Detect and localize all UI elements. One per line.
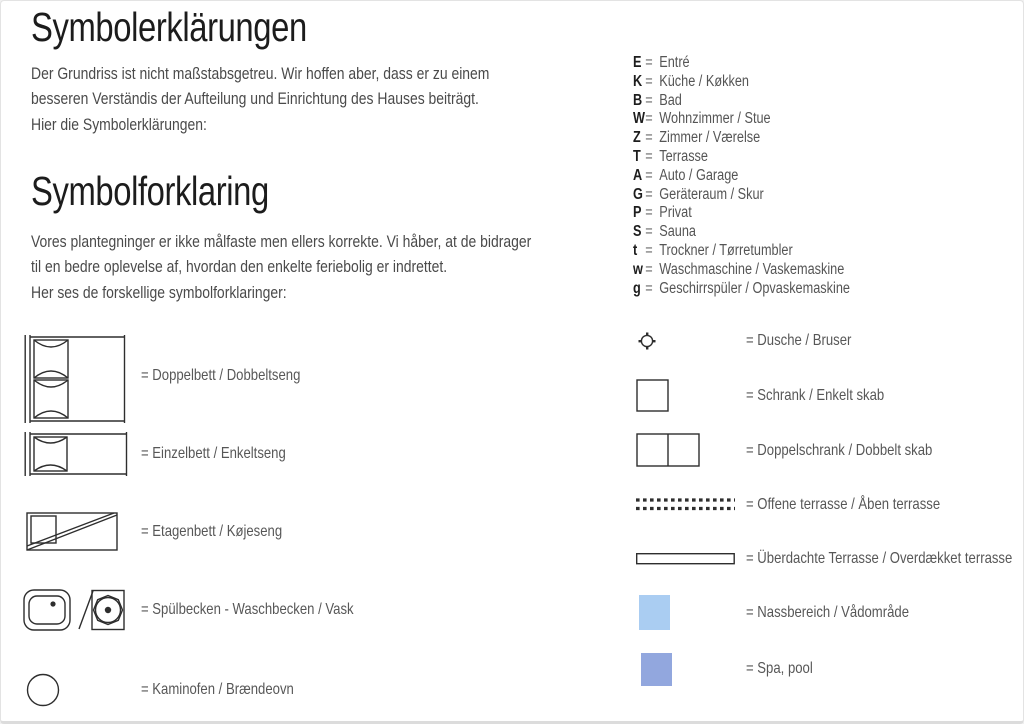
intro-german-line: besseren Verständis der Aufteilung und Einrichtung des Hauses beiträgt. [31, 89, 479, 109]
code-label: Auto / Garage [659, 166, 739, 184]
code-label: Waschmaschine / Vaskemaskine [659, 260, 845, 278]
code-label: Küche / Køkken [659, 72, 749, 90]
code-letter: S [633, 223, 642, 241]
code-label: Sauna [659, 223, 696, 241]
equals-sign: = [645, 223, 653, 241]
intro-german-line: Hier die Symbolerklärungen: [31, 114, 207, 134]
legend-label: = Spülbecken - Waschbecken / Vask [141, 601, 354, 618]
legend-label: = Kaminofen / Brændeovn [141, 681, 294, 698]
code-label: Bad [659, 91, 682, 109]
code-row [633, 186, 850, 205]
code-row [633, 242, 850, 261]
equals-sign: = [645, 110, 653, 128]
code-row [633, 92, 850, 111]
code-row [633, 129, 850, 148]
equals-sign: = [645, 260, 653, 278]
code-label: Zimmer / Værelse [659, 129, 761, 147]
legend-label: = Dusche / Bruser [746, 332, 852, 349]
code-label: Wohnzimmer / Stue [659, 110, 771, 128]
code-row [633, 204, 850, 223]
equals-sign: = [645, 72, 653, 90]
equals-sign: = [645, 185, 653, 203]
intro-danish-line: Vores plantegninger er ikke målfaste men ellers korrekte. Vi håber, at de bidrager [31, 232, 532, 251]
legend-label: = Doppelbett / Dobbeltseng [141, 367, 301, 384]
code-row [633, 223, 850, 242]
code-letter: w [633, 260, 643, 278]
intro-german-line: Der Grundriss ist nicht maßstabsgetreu. Wir hoffen aber, dass er zu einem [31, 64, 490, 83]
sink-washbasin-icon [23, 589, 127, 631]
equals-sign: = [645, 241, 653, 259]
wet-area-icon [639, 595, 670, 630]
single-cabinet-icon [636, 379, 669, 412]
code-label: Entré [659, 54, 690, 71]
equals-sign: = [645, 54, 653, 71]
bunk-bed-icon [26, 512, 118, 551]
double-bed-icon [23, 335, 127, 423]
code-letter: t [633, 241, 638, 259]
intro-german [31, 61, 489, 137]
equals-sign: = [645, 166, 653, 184]
code-row [633, 110, 850, 129]
code-label: Privat [659, 204, 692, 222]
page-title-german: Symbolerklärungen [31, 4, 307, 50]
code-letter: E [633, 54, 642, 71]
equals-sign: = [645, 129, 653, 147]
code-row [633, 167, 850, 186]
code-row [633, 73, 850, 92]
code-row [633, 148, 850, 167]
intro-danish [31, 229, 531, 305]
spa-pool-swatch [641, 653, 672, 686]
single-bed-icon [23, 432, 129, 476]
code-letter: G [633, 185, 643, 203]
code-letter: A [633, 166, 643, 184]
code-letter: W [633, 110, 646, 128]
page-title-danish: Symbolforklaring [31, 168, 269, 214]
wet-area-swatch [639, 595, 670, 630]
code-label: Geschirrspüler / Opvaskemaskine [659, 279, 850, 297]
legend-label: = Etagenbett / Køjeseng [141, 523, 283, 540]
code-row [633, 261, 850, 280]
code-letter: B [633, 91, 643, 109]
spa-pool-icon [641, 653, 672, 686]
room-code-list [633, 54, 850, 298]
legend-label: = Offene terrasse / Åben terrasse [746, 496, 941, 513]
intro-danish-line: Her ses de forskellige symbolforklaringer: [31, 282, 287, 302]
code-letter: P [633, 204, 642, 222]
equals-sign: = [645, 279, 653, 297]
double-cabinet-icon [636, 433, 700, 467]
open-terrace-icon [636, 497, 735, 513]
wood-stove-icon [26, 673, 60, 707]
code-letter: T [633, 147, 641, 165]
code-label: Trockner / Tørretumbler [659, 241, 793, 259]
legend-label: = Schrank / Enkelt skab [746, 387, 885, 404]
legend-label: = Nassbereich / Vådområde [746, 604, 910, 621]
code-row [633, 280, 850, 299]
covered-terrace-icon [636, 553, 735, 565]
shower-icon [638, 332, 656, 350]
equals-sign: = [645, 204, 653, 222]
legend-label: = Überdachte Terrasse / Overdækket terrasse [746, 550, 1013, 567]
equals-sign: = [645, 147, 653, 165]
equals-sign: = [645, 91, 653, 109]
legend-label: = Spa, pool [746, 660, 813, 677]
code-label: Geräteraum / Skur [659, 185, 764, 203]
code-label: Terrasse [659, 147, 708, 165]
legend-label: = Doppelschrank / Dobbelt skab [746, 442, 933, 459]
intro-danish-line: til en bedre oplevelse af, hvordan den enkelte feriebolig er indrettet. [31, 257, 448, 277]
code-letter: g [633, 279, 641, 297]
legend-label: = Einzelbett / Enkeltseng [141, 445, 286, 462]
code-letter: K [633, 72, 643, 90]
code-letter: Z [633, 129, 641, 147]
code-row [633, 54, 850, 73]
